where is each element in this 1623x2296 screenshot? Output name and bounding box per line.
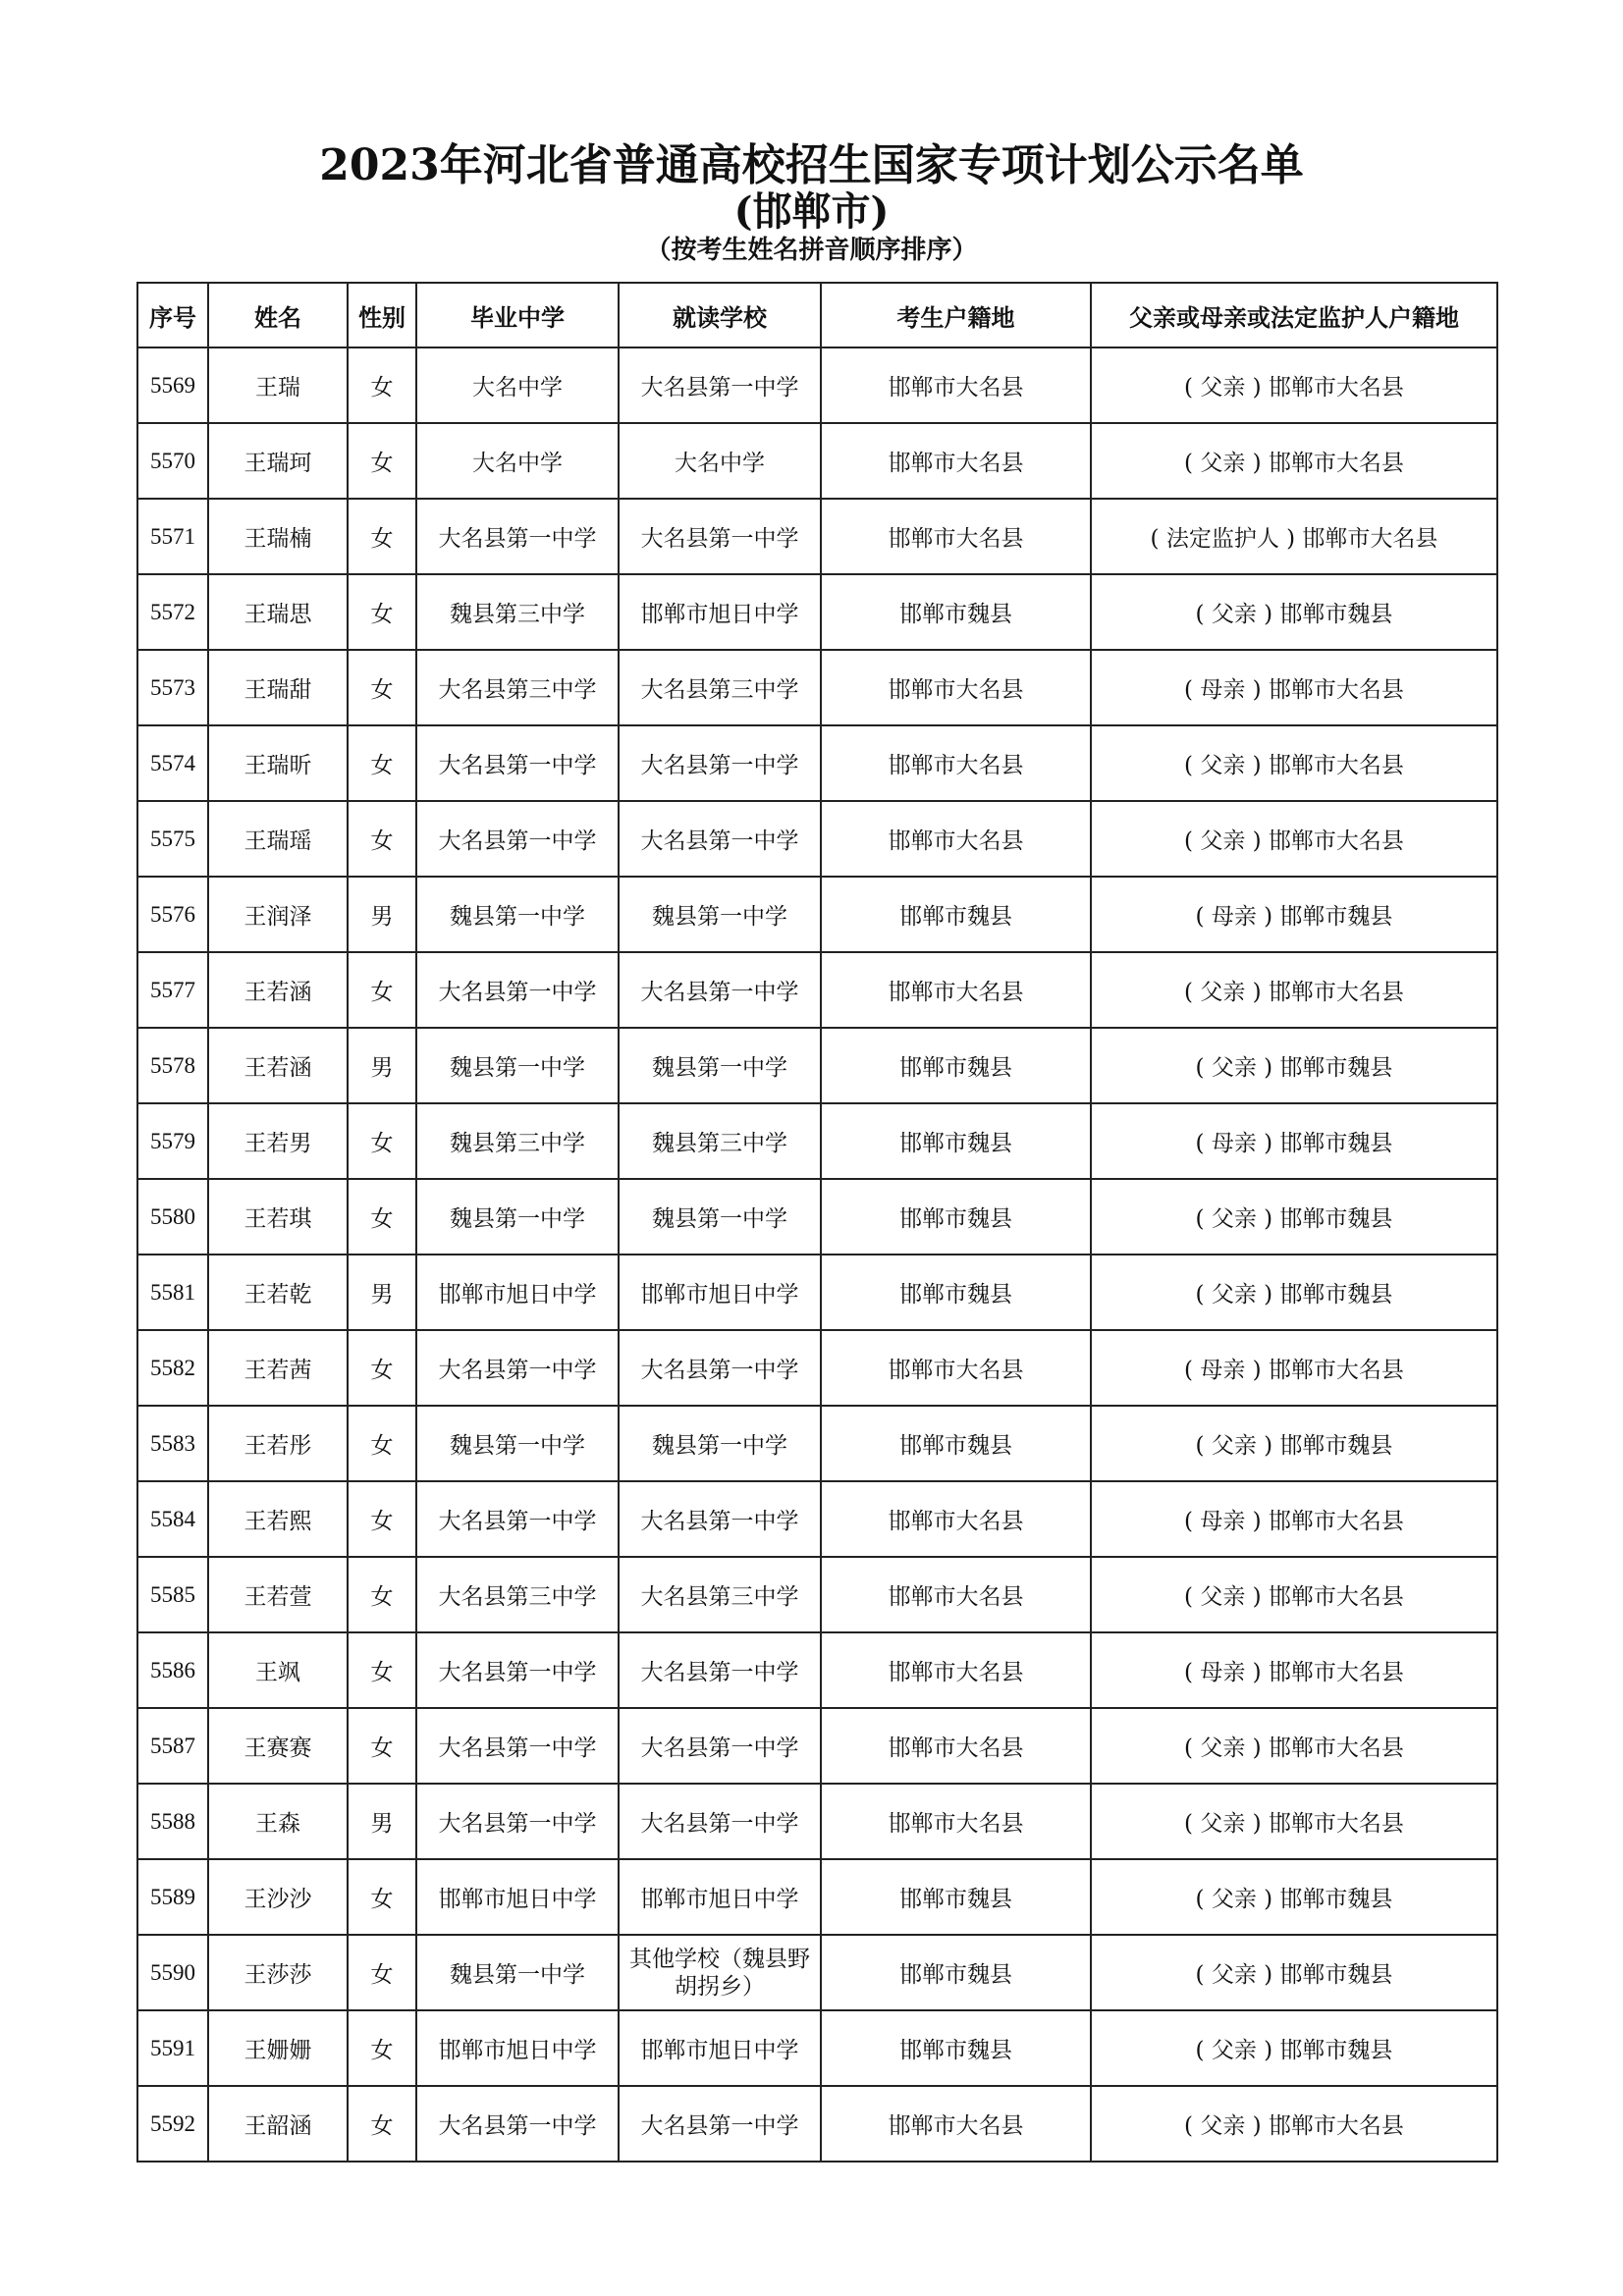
name-cell: 王莎莎 — [208, 1935, 348, 2010]
current-school-cell: 魏县第一中学 — [619, 1179, 821, 1255]
grad-school-cell: 魏县第三中学 — [416, 574, 619, 650]
gender-cell: 女 — [348, 801, 416, 877]
parent-hukou-cell: ( 父亲 ) 邯郸市大名县 — [1091, 1557, 1497, 1632]
current-school-cell: 大名县第三中学 — [619, 650, 821, 725]
student-hukou-cell: 邯郸市魏县 — [821, 1935, 1091, 2010]
name-cell: 王飒 — [208, 1632, 348, 1708]
table-row — [137, 1632, 1497, 1708]
name-cell: 王瑞甜 — [208, 650, 348, 725]
current-school-cell: 大名县第一中学 — [619, 499, 821, 574]
grad-school-cell: 大名县第一中学 — [416, 1708, 619, 1784]
gender-cell: 女 — [348, 1557, 416, 1632]
table-row — [137, 1784, 1497, 1859]
table-header-row — [137, 283, 1497, 347]
parent-hukou-cell: ( 父亲 ) 邯郸市魏县 — [1091, 1028, 1497, 1103]
parent-hukou-cell: ( 母亲 ) 邯郸市大名县 — [1091, 1481, 1497, 1557]
col-header-seq: 序号 — [137, 283, 208, 347]
student-hukou-cell: 邯郸市大名县 — [821, 1632, 1091, 1708]
grad-school-cell: 魏县第一中学 — [416, 1179, 619, 1255]
current-school-cell: 邯郸市旭日中学 — [619, 574, 821, 650]
name-cell: 王韶涵 — [208, 2086, 348, 2162]
student-hukou-cell: 邯郸市大名县 — [821, 499, 1091, 574]
name-cell: 王瑞瑶 — [208, 801, 348, 877]
gender-cell: 女 — [348, 1935, 416, 2010]
parent-hukou-cell: ( 母亲 ) 邯郸市魏县 — [1091, 877, 1497, 952]
name-cell: 王赛赛 — [208, 1708, 348, 1784]
current-school-cell: 大名县第三中学 — [619, 1557, 821, 1632]
gender-cell: 男 — [348, 1255, 416, 1330]
parent-hukou-cell: ( 父亲 ) 邯郸市魏县 — [1091, 2010, 1497, 2086]
page-title: 2023年河北省普通高校招生国家专项计划公示名单 — [319, 140, 1304, 190]
grad-school-cell: 邯郸市旭日中学 — [416, 1859, 619, 1935]
student-hukou-cell: 邯郸市大名县 — [821, 1708, 1091, 1784]
name-cell: 王若茜 — [208, 1330, 348, 1406]
grad-school-cell: 大名中学 — [416, 423, 619, 499]
name-cell: 王森 — [208, 1784, 348, 1859]
gender-cell: 女 — [348, 952, 416, 1028]
gender-cell: 女 — [348, 574, 416, 650]
gender-cell: 女 — [348, 1708, 416, 1784]
grad-school-cell: 大名县第一中学 — [416, 725, 619, 801]
grad-school-cell: 大名县第一中学 — [416, 499, 619, 574]
name-cell: 王瑞楠 — [208, 499, 348, 574]
table-row — [137, 1481, 1497, 1557]
current-school-cell: 大名县第一中学 — [619, 952, 821, 1028]
current-school-cell: 大名县第一中学 — [619, 347, 821, 423]
gender-cell: 女 — [348, 1481, 416, 1557]
grad-school-cell: 邯郸市旭日中学 — [416, 2010, 619, 2086]
table-row — [137, 499, 1497, 574]
student-hukou-cell: 邯郸市大名县 — [821, 725, 1091, 801]
current-school-cell: 魏县第一中学 — [619, 1028, 821, 1103]
seq-cell: 5573 — [137, 650, 208, 725]
parent-hukou-cell: ( 父亲 ) 邯郸市大名县 — [1091, 423, 1497, 499]
table-row — [137, 1406, 1497, 1481]
current-school-cell: 大名县第一中学 — [619, 2086, 821, 2162]
parent-hukou-cell: ( 法定监护人 ) 邯郸市大名县 — [1091, 499, 1497, 574]
parent-hukou-cell: ( 父亲 ) 邯郸市大名县 — [1091, 2086, 1497, 2162]
seq-cell: 5570 — [137, 423, 208, 499]
name-cell: 王若彤 — [208, 1406, 348, 1481]
gender-cell: 女 — [348, 1330, 416, 1406]
name-cell: 王瑞珂 — [208, 423, 348, 499]
current-school-cell: 魏县第一中学 — [619, 1406, 821, 1481]
student-hukou-cell: 邯郸市大名县 — [821, 1557, 1091, 1632]
seq-cell: 5583 — [137, 1406, 208, 1481]
table-row — [137, 2010, 1497, 2086]
table-row — [137, 801, 1497, 877]
grad-school-cell: 魏县第一中学 — [416, 1935, 619, 2010]
seq-cell: 5576 — [137, 877, 208, 952]
gender-cell: 女 — [348, 2010, 416, 2086]
grad-school-cell: 魏县第一中学 — [416, 1406, 619, 1481]
name-cell: 王润泽 — [208, 877, 348, 952]
seq-cell: 5580 — [137, 1179, 208, 1255]
current-school-cell: 大名县第一中学 — [619, 1330, 821, 1406]
gender-cell: 男 — [348, 1028, 416, 1103]
seq-cell: 5588 — [137, 1784, 208, 1859]
seq-cell: 5569 — [137, 347, 208, 423]
table-row — [137, 1708, 1497, 1784]
seq-cell: 5574 — [137, 725, 208, 801]
gender-cell: 男 — [348, 1784, 416, 1859]
seq-cell: 5571 — [137, 499, 208, 574]
grad-school-cell: 邯郸市旭日中学 — [416, 1255, 619, 1330]
parent-hukou-cell: ( 父亲 ) 邯郸市大名县 — [1091, 725, 1497, 801]
seq-cell: 5579 — [137, 1103, 208, 1179]
gender-cell: 女 — [348, 1103, 416, 1179]
table-row — [137, 1330, 1497, 1406]
seq-cell: 5591 — [137, 2010, 208, 2086]
seq-cell: 5592 — [137, 2086, 208, 2162]
current-school-cell: 大名县第一中学 — [619, 1481, 821, 1557]
parent-hukou-cell: ( 父亲 ) 邯郸市大名县 — [1091, 1784, 1497, 1859]
roster-table — [136, 282, 1498, 2163]
name-cell: 王姗姗 — [208, 2010, 348, 2086]
current-school-cell: 邯郸市旭日中学 — [619, 2010, 821, 2086]
student-hukou-cell: 邯郸市大名县 — [821, 347, 1091, 423]
grad-school-cell: 大名县第一中学 — [416, 1784, 619, 1859]
student-hukou-cell: 邯郸市魏县 — [821, 1255, 1091, 1330]
grad-school-cell: 大名县第三中学 — [416, 1557, 619, 1632]
seq-cell: 5582 — [137, 1330, 208, 1406]
name-cell: 王若琪 — [208, 1179, 348, 1255]
name-cell: 王若萱 — [208, 1557, 348, 1632]
grad-school-cell: 大名县第一中学 — [416, 801, 619, 877]
gender-cell: 女 — [348, 2086, 416, 2162]
current-school-cell: 大名县第一中学 — [619, 725, 821, 801]
seq-cell: 5587 — [137, 1708, 208, 1784]
seq-cell: 5581 — [137, 1255, 208, 1330]
student-hukou-cell: 邯郸市魏县 — [821, 1859, 1091, 1935]
current-school-cell: 大名县第一中学 — [619, 1632, 821, 1708]
grad-school-cell: 大名县第三中学 — [416, 650, 619, 725]
parent-hukou-cell: ( 父亲 ) 邯郸市大名县 — [1091, 1708, 1497, 1784]
table-row — [137, 725, 1497, 801]
seq-cell: 5584 — [137, 1481, 208, 1557]
current-school-cell: 大名县第一中学 — [619, 801, 821, 877]
current-school-cell: 其他学校（魏县野胡拐乡） — [619, 1935, 821, 2010]
parent-hukou-cell: ( 父亲 ) 邯郸市魏县 — [1091, 1255, 1497, 1330]
student-hukou-cell: 邯郸市魏县 — [821, 877, 1091, 952]
grad-school-cell: 魏县第一中学 — [416, 1028, 619, 1103]
grad-school-cell: 大名县第一中学 — [416, 1481, 619, 1557]
current-school-cell: 邯郸市旭日中学 — [619, 1859, 821, 1935]
student-hukou-cell: 邯郸市大名县 — [821, 423, 1091, 499]
student-hukou-cell: 邯郸市大名县 — [821, 650, 1091, 725]
parent-hukou-cell: ( 父亲 ) 邯郸市魏县 — [1091, 1935, 1497, 2010]
current-school-cell: 大名县第一中学 — [619, 1784, 821, 1859]
student-hukou-cell: 邯郸市魏县 — [821, 2010, 1091, 2086]
table-row — [137, 1859, 1497, 1935]
grad-school-cell: 大名中学 — [416, 347, 619, 423]
sort-note: （按考生姓名拼音顺序排序） — [645, 236, 978, 265]
parent-hukou-cell: ( 父亲 ) 邯郸市魏县 — [1091, 1179, 1497, 1255]
parent-hukou-cell: ( 父亲 ) 邯郸市魏县 — [1091, 574, 1497, 650]
student-hukou-cell: 邯郸市大名县 — [821, 801, 1091, 877]
name-cell: 王瑞 — [208, 347, 348, 423]
student-hukou-cell: 邯郸市魏县 — [821, 574, 1091, 650]
grad-school-cell: 魏县第三中学 — [416, 1103, 619, 1179]
gender-cell: 女 — [348, 499, 416, 574]
current-school-cell: 大名中学 — [619, 423, 821, 499]
table-row — [137, 1255, 1497, 1330]
col-header-gender: 性别 — [348, 283, 416, 347]
grad-school-cell: 魏县第一中学 — [416, 877, 619, 952]
gender-cell: 女 — [348, 1406, 416, 1481]
parent-hukou-cell: ( 父亲 ) 邯郸市魏县 — [1091, 1859, 1497, 1935]
student-hukou-cell: 邯郸市大名县 — [821, 1784, 1091, 1859]
parent-hukou-cell: ( 父亲 ) 邯郸市大名县 — [1091, 801, 1497, 877]
student-hukou-cell: 邯郸市大名县 — [821, 1481, 1091, 1557]
table-row — [137, 877, 1497, 952]
table-row — [137, 1557, 1497, 1632]
name-cell: 王若乾 — [208, 1255, 348, 1330]
table-row — [137, 1028, 1497, 1103]
current-school-cell: 邯郸市旭日中学 — [619, 1255, 821, 1330]
name-cell: 王若男 — [208, 1103, 348, 1179]
seq-cell: 5586 — [137, 1632, 208, 1708]
parent-hukou-cell: ( 父亲 ) 邯郸市大名县 — [1091, 952, 1497, 1028]
parent-hukou-cell: ( 父亲 ) 邯郸市大名县 — [1091, 347, 1497, 423]
current-school-cell: 魏县第三中学 — [619, 1103, 821, 1179]
name-cell: 王若涵 — [208, 1028, 348, 1103]
col-header-grad-school: 毕业中学 — [416, 283, 619, 347]
table-row — [137, 952, 1497, 1028]
gender-cell: 女 — [348, 1859, 416, 1935]
table-row — [137, 2086, 1497, 2162]
page-subtitle: (邯郸市) — [733, 188, 890, 235]
student-hukou-cell: 邯郸市魏县 — [821, 1103, 1091, 1179]
gender-cell: 女 — [348, 347, 416, 423]
student-hukou-cell: 邯郸市魏县 — [821, 1179, 1091, 1255]
current-school-cell: 魏县第一中学 — [619, 877, 821, 952]
grad-school-cell: 大名县第一中学 — [416, 1330, 619, 1406]
parent-hukou-cell: ( 母亲 ) 邯郸市魏县 — [1091, 1103, 1497, 1179]
col-header-name: 姓名 — [208, 283, 348, 347]
table-row — [137, 650, 1497, 725]
student-hukou-cell: 邯郸市大名县 — [821, 1330, 1091, 1406]
gender-cell: 女 — [348, 1632, 416, 1708]
table-row — [137, 1179, 1497, 1255]
gender-cell: 女 — [348, 423, 416, 499]
table-row — [137, 1103, 1497, 1179]
grad-school-cell: 大名县第一中学 — [416, 1632, 619, 1708]
table-row — [137, 1935, 1497, 2010]
student-hukou-cell: 邯郸市大名县 — [821, 952, 1091, 1028]
table-body — [137, 347, 1497, 2162]
table-row — [137, 347, 1497, 423]
student-hukou-cell: 邯郸市魏县 — [821, 1028, 1091, 1103]
parent-hukou-cell: ( 母亲 ) 邯郸市大名县 — [1091, 650, 1497, 725]
gender-cell: 女 — [348, 650, 416, 725]
col-header-parent-hukou: 父亲或母亲或法定监护人户籍地 — [1091, 283, 1497, 347]
name-cell: 王若涵 — [208, 952, 348, 1028]
col-header-current-school: 就读学校 — [619, 283, 821, 347]
table-row — [137, 574, 1497, 650]
seq-cell: 5577 — [137, 952, 208, 1028]
name-cell: 王瑞思 — [208, 574, 348, 650]
seq-cell: 5585 — [137, 1557, 208, 1632]
seq-cell: 5589 — [137, 1859, 208, 1935]
student-hukou-cell: 邯郸市大名县 — [821, 2086, 1091, 2162]
gender-cell: 女 — [348, 725, 416, 801]
grad-school-cell: 大名县第一中学 — [416, 952, 619, 1028]
seq-cell: 5572 — [137, 574, 208, 650]
seq-cell: 5575 — [137, 801, 208, 877]
student-hukou-cell: 邯郸市魏县 — [821, 1406, 1091, 1481]
gender-cell: 男 — [348, 877, 416, 952]
parent-hukou-cell: ( 父亲 ) 邯郸市魏县 — [1091, 1406, 1497, 1481]
table-row — [137, 423, 1497, 499]
name-cell: 王沙沙 — [208, 1859, 348, 1935]
parent-hukou-cell: ( 母亲 ) 邯郸市大名县 — [1091, 1330, 1497, 1406]
grad-school-cell: 大名县第一中学 — [416, 2086, 619, 2162]
col-header-student-hukou: 考生户籍地 — [821, 283, 1091, 347]
parent-hukou-cell: ( 母亲 ) 邯郸市大名县 — [1091, 1632, 1497, 1708]
name-cell: 王瑞昕 — [208, 725, 348, 801]
current-school-cell: 大名县第一中学 — [619, 1708, 821, 1784]
name-cell: 王若熙 — [208, 1481, 348, 1557]
seq-cell: 5578 — [137, 1028, 208, 1103]
seq-cell: 5590 — [137, 1935, 208, 2010]
gender-cell: 女 — [348, 1179, 416, 1255]
